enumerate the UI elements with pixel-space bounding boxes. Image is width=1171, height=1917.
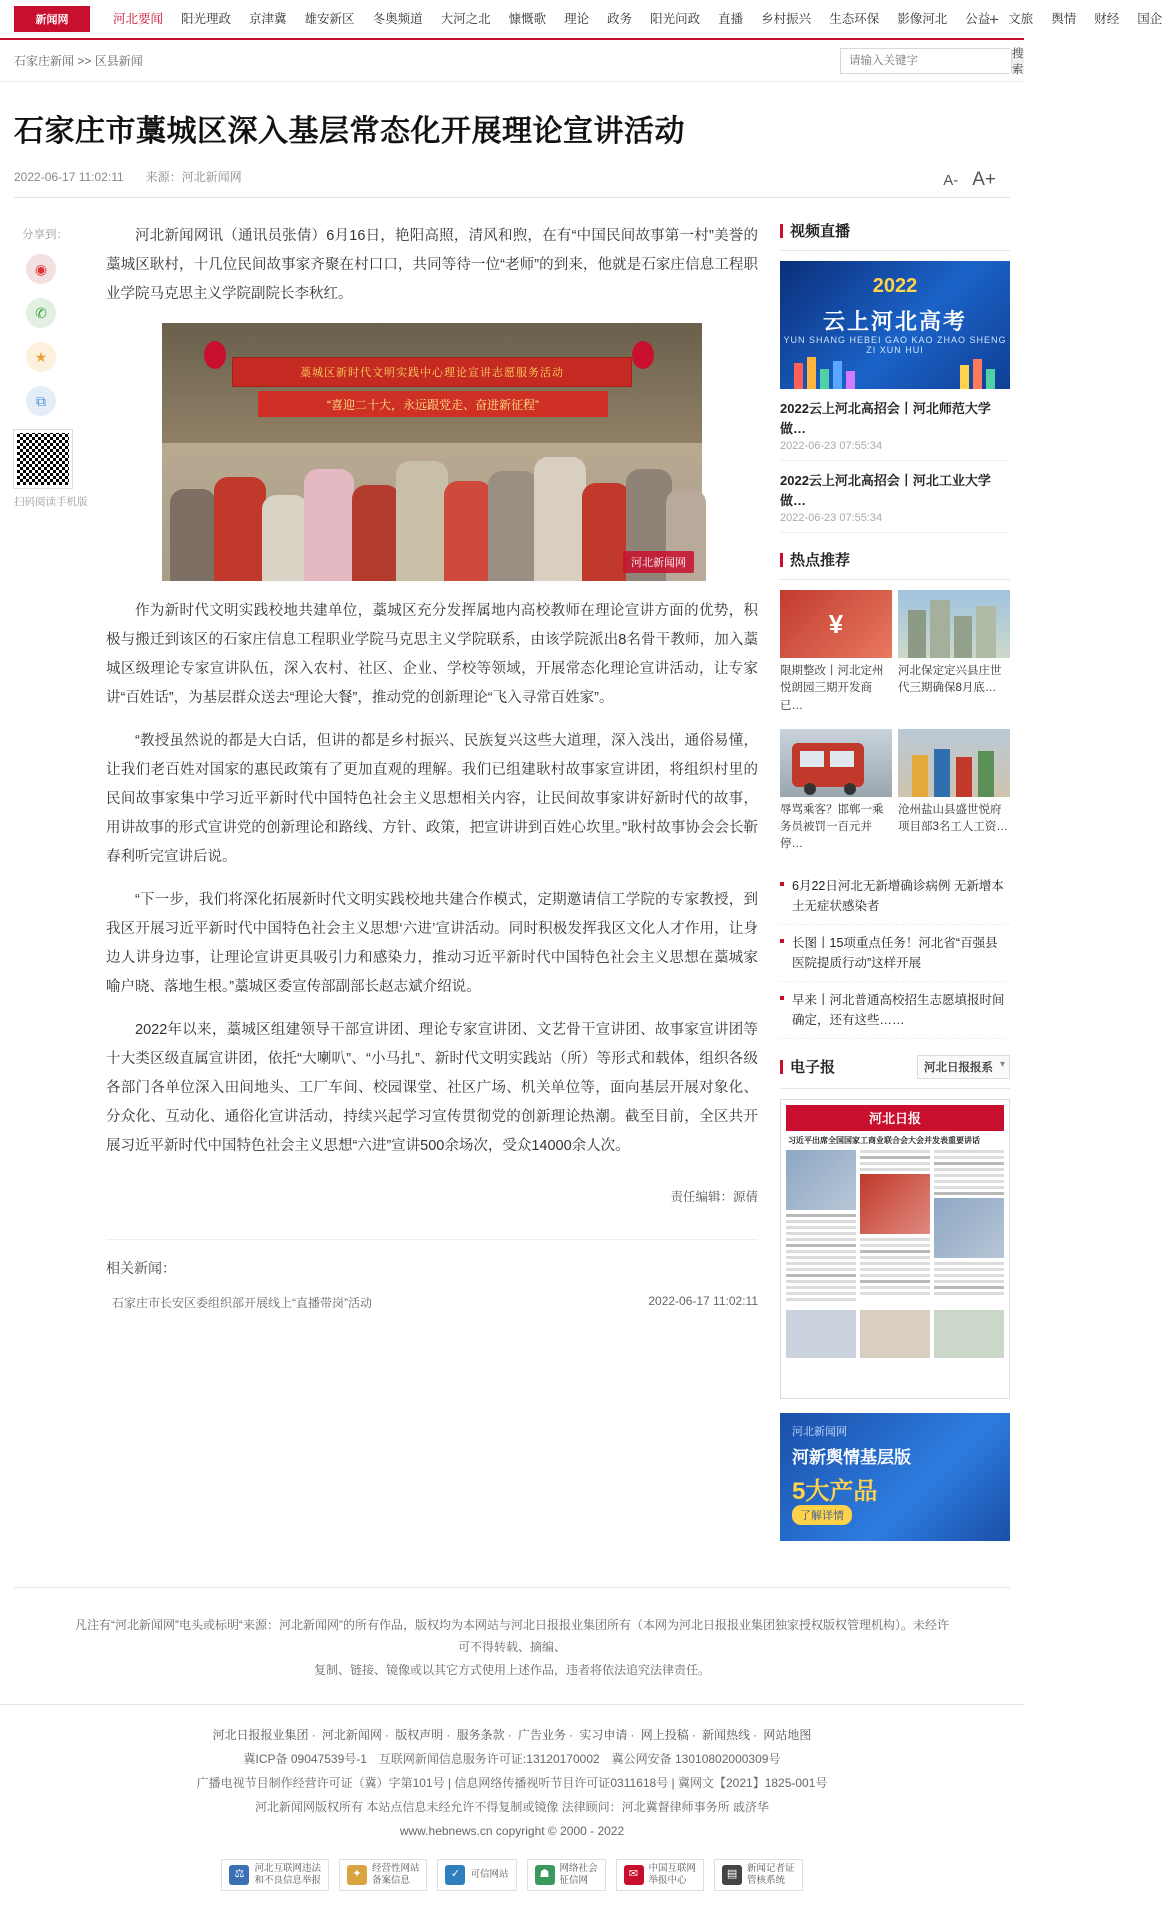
live-video-date-1: 2022-06-23 07:55:34 (780, 512, 1010, 533)
hot-card-1[interactable] (898, 590, 1010, 723)
epaper-title (780, 1055, 1010, 1089)
thumb-decoration (780, 353, 1010, 389)
badge-text (560, 1863, 598, 1887)
nav-item-13[interactable]: 影像河北 (897, 12, 948, 26)
footer-link-1[interactable]: 河北新闻网 (321, 1727, 382, 1742)
badge-line-2: 和不良信息举报 (254, 1874, 321, 1886)
headline-block (0, 82, 1024, 198)
lantern-icon-left (204, 341, 226, 369)
hot-news-item-2[interactable]: 早来丨河北普通高校招生志愿填报时间确定，还有这些…… (780, 982, 1010, 1039)
photo-banner-sub: “喜迎二十大，永远跟党走、奋进新征程” (258, 391, 608, 417)
wechat-icon[interactable]: ✆ (26, 298, 56, 328)
bus-icon (780, 729, 892, 797)
article-paragraph-0: 河北新闻网讯（通讯员张倩）6月16日，艳阳高照，清风和煦，在有“中国民间故事第一村”美誉的藁城区耿村，十几位民间故事家齐聚在村口口，共同等待一位“老师”的到来，他就是石家庄信息工程职业学院马克思主义学院副院长李秋红。 (106, 228, 758, 302)
nav-item-3[interactable]: 雄安新区 (304, 12, 355, 26)
font-increase-button[interactable]: A+ (972, 169, 996, 190)
related-news-link[interactable]: 石家庄市长安区委组织部开展线上“直播带岗”活动 (112, 1296, 372, 1310)
photo-crowd (162, 431, 702, 581)
copyright-notice (14, 1587, 1010, 1704)
article-date: 2022-06-17 11:02:11 (14, 169, 124, 184)
badge-line-1: 中国互联网 (648, 1863, 697, 1875)
hot-card-2[interactable] (780, 729, 892, 862)
article-editor: 责任编辑：源倩 (670, 1190, 758, 1204)
article-figure (106, 323, 758, 581)
epaper-photo-6 (934, 1310, 1004, 1358)
footer-icp: 冀ICP备 09047539号-1 互联网新闻信息服务许可证:13120170002 冀公网安备 13010802000309号 (243, 1751, 781, 1766)
footer-legal: 河北新闻网版权所有 本站点信息未经允许不得复制或镜像 法律顾问：河北冀督律师事务所 戚济华 (254, 1799, 769, 1814)
nav-item-7[interactable]: 理论 (564, 12, 590, 26)
hot-card-caption-1: 河北保定定兴县庄世代三期确保8月底… (898, 665, 1002, 695)
notice-line-2: 复制、链接、镜像或以其它方式使用上述作品，违者将依法追究法律责任。 (313, 1663, 710, 1678)
footer-license: 广播电视节目制作经营许可证（冀）字第101号 | 信息网络传播视听节目许可证0311618号 | 冀网文【2021】1825-001号 (196, 1775, 828, 1790)
live-video-item-1[interactable]: 2022云上河北高招会丨河北工业大学做… (780, 473, 991, 508)
related-news-date: 2022-06-17 11:02:11 (648, 1294, 758, 1308)
lantern-icon-right (632, 341, 654, 369)
epaper-photo-2 (860, 1174, 930, 1234)
badge-line-2: 管核系统 (747, 1874, 786, 1886)
weibo-icon[interactable]: ◉ (26, 254, 56, 284)
press-badge-icon[interactable] (714, 1859, 803, 1891)
nav-item-9[interactable]: 阳光问政 (650, 12, 701, 26)
breadcrumb-item-2[interactable]: 区县新闻 (94, 54, 143, 68)
nav-item-6[interactable]: 慷慨歌 (508, 12, 547, 26)
footer-link-2[interactable]: 版权声明 (395, 1727, 444, 1742)
nav-item-8[interactable]: 政务 (607, 12, 633, 26)
epaper-photo-5 (860, 1310, 930, 1358)
footer-link-4[interactable]: 广告业务 (517, 1727, 566, 1742)
footer-copyright: www.hebnews.cn copyright © 2000 - 2022 (399, 1823, 625, 1838)
badge-glyph: ✉ (624, 1865, 644, 1885)
thumb-subtitle: YUN SHANG HEBEI GAO KAO ZHAO SHENG ZI XUN HUI (783, 335, 1007, 355)
font-size-controls (929, 169, 996, 191)
article-paragraph-1: 作为新时代文明实践校地共建单位，藁城区充分发挥属地内高校教师在理论宣讲方面的优势，积极与搬迁到该区的石家庄信息工程职业学院马克思主义学院联系，由该学院派出8名骨干教师，加入藁城区级理论专家宣讲队伍，深入农村、社区、企业、学校等领域，开展常态化理论宣讲活动，让专家讲“百姓话”，为基层群众送去“理论大餐”，推动党的创新理论“飞入寻常百姓家”。 (106, 603, 758, 706)
footer-links: 河北日报报业集团 · 河北新闻网 · 版权声明 · 服务条款 · 广告业务 · 实习申请 · 网上投稿 · 新闻热线 · 网站地图 (212, 1727, 812, 1742)
epaper-headline: 习近平出席全国国家工商业联合会大会并发表重要讲话 (788, 1135, 980, 1145)
title-accent-bar (780, 1060, 783, 1074)
main-content (0, 198, 1024, 1557)
thumb-line1: 云上河北高考 (822, 309, 967, 334)
hot-recommend-title (780, 549, 1010, 580)
epaper-title-text: 电子报 (790, 1059, 836, 1076)
search-input[interactable] (841, 49, 1011, 73)
badge-line-2: 举报中心 (648, 1874, 687, 1886)
breadcrumb-separator: >> (77, 54, 92, 68)
qr-code-image (14, 430, 72, 488)
badge-line-1: 网络社会 (559, 1863, 598, 1875)
footer-link-0[interactable]: 河北日报报业集团 (212, 1727, 309, 1742)
badge-text (470, 1869, 508, 1881)
live-video-title-text: 视频直播 (790, 223, 851, 240)
ad-line1: 河新舆情基层版 (792, 1447, 911, 1467)
live-video-date-0: 2022-06-23 07:55:34 (780, 440, 1010, 461)
related-news-item[interactable] (106, 1294, 758, 1311)
record-badge-icon[interactable] (339, 1859, 428, 1891)
nav-item-11[interactable]: 乡村振兴 (761, 12, 812, 26)
hot-card-0[interactable] (780, 590, 892, 723)
article-paragraph-3: “下一步，我们将深化拓展新时代文明实践校地共建合作模式，定期邀请信工学院的专家教授，到我区开展习近平新时代中国特色社会主义思想‘六进’宣讲活动。同时积极发挥我区文化人才作用，让身边人讲身边事，让理论宣讲更具吸引力和感染力，推动习近平新时代中国特色社会主义思想在藁城家喻户晓、落地生根。”藁城区委宣传部副部长赵志斌介绍说。 (106, 892, 758, 995)
live-video-thumbnail[interactable] (780, 261, 1010, 389)
hot-recommend-box (780, 549, 1010, 1039)
article-meta (14, 168, 1010, 198)
copy-link-icon[interactable]: ⧉ (26, 386, 56, 416)
badge-line-1: 新闻记者证 (747, 1863, 795, 1875)
workers-icon (898, 729, 1010, 797)
epaper-photo-1 (786, 1150, 856, 1210)
nav-item-10[interactable]: 直播 (718, 12, 744, 26)
nav-item-2[interactable]: 京津冀 (249, 12, 287, 26)
badge-glyph: ⚖ (229, 1865, 249, 1885)
epaper-columns (786, 1150, 1004, 1304)
nav-item-15[interactable]: 文旅 (1008, 12, 1034, 26)
related-news (106, 1239, 758, 1311)
footer-link-8[interactable]: 网站地图 (763, 1727, 812, 1742)
related-news-title: 相关新闻： (106, 1260, 176, 1276)
site-footer (0, 1704, 1024, 1917)
nav-item-16[interactable]: 舆情 (1051, 12, 1077, 26)
badge-glyph: ✦ (347, 1865, 367, 1885)
nav-item-4[interactable]: 冬奥频道 (372, 12, 423, 26)
article-photo (162, 323, 702, 581)
footer-link-7[interactable]: 新闻热线 (702, 1727, 751, 1742)
epaper-masthead: 河北日报 (786, 1105, 1004, 1131)
hot-card-grid (780, 590, 1010, 862)
badge-glyph: ☗ (535, 1865, 555, 1885)
hot-card-caption-3: 沧州盐山县盛世悦府项目部3名工人工资… (898, 803, 1008, 833)
title-accent-bar (780, 553, 783, 567)
epaper-bottom-row (786, 1310, 1004, 1358)
hot-card-caption-2: 辱骂乘客？邯郸一乘务员被罚一百元并停… (780, 803, 884, 851)
article-paragraph-4: 2022年以来，藁城区组建领导干部宣讲团、理论专家宣讲团、文艺骨干宣讲团、故事家宣讲团等十大类区级直属宣讲团，依托“大喇叭”、“小马扎”、新时代文明实践站（所）等形式和载体，组织各级各部门各单位深入田间地头、工厂车间、校园课堂、社区广场、机关单位等，面向基层开展对象化、分众化、互动化、通俗化宣讲活动，持续兴起学习宣传贯彻党的创新理论热潮。截至目前，全区共开展习近平新时代中国特色社会主义思想“六进”宣讲500余场次，受众14000余人次。 (106, 1022, 758, 1154)
badge-line-1: 经营性网站 (371, 1863, 420, 1875)
site-logo[interactable] (14, 6, 90, 32)
site-logo-text: 新闻网 (35, 14, 69, 26)
nav-item-0[interactable]: 河北要闻 (113, 12, 164, 26)
badge-line-1: 河北互联网违法 (254, 1863, 321, 1875)
epaper-col-1 (786, 1150, 856, 1304)
title-accent-bar (780, 224, 783, 238)
top-navigation (0, 0, 1163, 40)
live-video-item-0[interactable]: 2022云上河北高招会丨河北师范大学做… (780, 401, 991, 436)
plus-icon[interactable]: + (989, 10, 999, 29)
ad-cta-button[interactable]: 了解详情 (792, 1505, 852, 1525)
yuan-sign-icon: ¥ (780, 590, 892, 658)
ad-brand: 河北新闻网 (792, 1425, 847, 1438)
share-label: 分享到： (22, 229, 68, 241)
police-badge-icon[interactable] (221, 1859, 329, 1891)
favorite-icon[interactable]: ★ (26, 342, 56, 372)
badge-line-1: 可信网站 (470, 1868, 509, 1880)
photo-banner-top: 藁城区新时代文明实践中心理论宣讲志愿服务活动 (232, 357, 632, 387)
search-box (840, 48, 1024, 76)
nav-links (104, 0, 1171, 38)
right-sidebar (780, 198, 1010, 1557)
page-title: 石家庄市藁城区深入基层常态化开展理论宣讲活动 (14, 115, 685, 148)
article-source: 来源：河北新闻网 (145, 170, 242, 184)
badge-text (649, 1863, 697, 1887)
article-paragraph-2: “教授虽然说的都是大白话，但讲的都是乡村振兴、民族复兴这些大道理，深入浅出，通俗易懂，让我们老百姓对国家的惠民政策有了更加直观的理解。我们已组建耿村故事家宣讲团，将组织村里的民间故事家集中学习近平新时代中国特色社会主义思想相关内容，让民间故事家讲好新时代的故事，用讲故事的形式宣讲党的创新理论和路线、方针、政策，把宣讲讲到百姓心坎里。”耿村故事协会会长靳春利听完宣讲后说。 (106, 733, 758, 865)
badge-text (747, 1863, 795, 1887)
epaper-col-2 (860, 1150, 930, 1304)
footer-link-5[interactable]: 实习申请 (579, 1727, 628, 1742)
badge-text (254, 1863, 321, 1887)
footer-link-3[interactable]: 服务条款 (456, 1727, 505, 1742)
epaper-col-3 (934, 1150, 1004, 1304)
badge-line-2: 备案信息 (371, 1874, 410, 1886)
nav-item-14[interactable]: 公益 (965, 12, 991, 26)
live-video-box (780, 220, 1010, 533)
badge-glyph: ▤ (722, 1865, 742, 1885)
badge-text (372, 1863, 420, 1887)
ad-banner[interactable] (780, 1413, 1010, 1541)
qr-caption: 扫码阅读手机版 (14, 496, 88, 508)
search-button[interactable]: 搜索 (1012, 48, 1024, 76)
nav-item-12[interactable]: 生态环保 (829, 12, 880, 26)
notice-line-1: 凡注有“河北新闻网”电头或标明“来源：河北新闻网”的所有作品，版权均为本网站与河北日报报业集团所有（本网为河北日报报业集团独家授权版权管理机构）。未经许可不得转载、摘编、 (75, 1617, 949, 1655)
epaper-photo-4 (786, 1310, 856, 1358)
report-badge-icon[interactable] (616, 1859, 705, 1891)
hot-recommend-title-text: 热点推荐 (790, 552, 851, 569)
epaper-photo-3 (934, 1198, 1004, 1258)
breadcrumb (14, 52, 143, 69)
breadcrumb-bar (0, 40, 1024, 82)
hot-card-caption-0: 限期整改丨河北定州悦朗园三期开发商已… (780, 665, 884, 712)
safe-badge-icon[interactable] (527, 1859, 606, 1891)
thumb-year: 2022 (872, 275, 918, 297)
credible-badge-icon[interactable] (437, 1859, 516, 1891)
font-decrease-button[interactable]: A- (943, 172, 959, 189)
nav-item-18[interactable]: 国企 (1137, 12, 1163, 26)
hot-news-list (780, 868, 1010, 1039)
live-video-title (780, 220, 1010, 251)
share-column (14, 198, 100, 1557)
epaper-select[interactable]: 河北日报报系 ▾ (917, 1055, 1010, 1079)
hot-card-3[interactable] (898, 729, 1010, 862)
badge-line-2: 征信网 (559, 1874, 589, 1886)
footer-badges (0, 1859, 1024, 1891)
hot-news-item-0[interactable]: 6月22日河北无新增确诊病例 无新增本土无症状感染者 (780, 868, 1010, 925)
nav-item-1[interactable]: 阳光理政 (181, 12, 232, 26)
badge-glyph: ✓ (445, 1865, 465, 1885)
nav-item-5[interactable]: 大河之北 (440, 12, 491, 26)
epaper-preview[interactable] (780, 1099, 1010, 1399)
hot-news-item-1[interactable]: 长图丨15项重点任务！河北省“百强县医院提质行动”这样开展 (780, 925, 1010, 982)
epaper-box (780, 1055, 1010, 1541)
article-body (100, 198, 780, 1557)
ad-line2: 5大产品 (792, 1477, 878, 1505)
nav-item-17[interactable]: 财经 (1094, 12, 1120, 26)
photo-watermark: 河北新闻网 (623, 551, 694, 573)
footer-link-6[interactable]: 网上投稿 (640, 1727, 689, 1742)
breadcrumb-item-1[interactable]: 石家庄新闻 (14, 54, 75, 68)
buildings-icon (898, 590, 1010, 658)
